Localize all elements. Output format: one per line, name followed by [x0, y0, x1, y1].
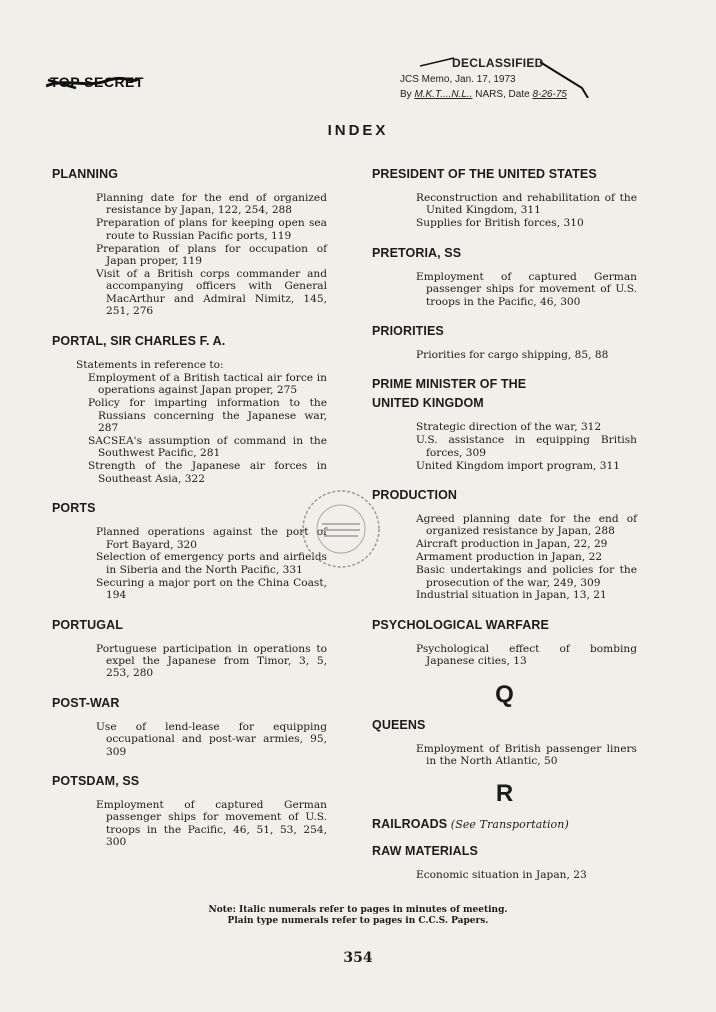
index-entry: Armament production in Japan, 22 — [416, 551, 603, 564]
index-entry: Psychological effect of bombing Japanese cities, 13 — [416, 642, 637, 668]
index-entry: Planning date for the end of organized resistance by Japan, 122, 254, 288 — [96, 192, 327, 217]
index-entry: U.S. assistance in equipping British forces, 309 — [416, 434, 637, 459]
index-entry: Agreed planning date for the end of organized resistance by Japan, 288 — [416, 512, 637, 538]
heading-portal: PORTAL, SIR CHARLES F. A. — [52, 333, 226, 348]
section-queens — [372, 716, 637, 768]
heading-pretoria: PRETORIA, SS — [372, 245, 462, 260]
cross-reference: (See Transportation) — [450, 818, 569, 832]
page-number: 354 — [343, 950, 373, 966]
section-pretoria — [372, 244, 637, 308]
index-entry: Portuguese participation in operations to expel the Japanese from Timor, 3, 5, 253, 280 — [96, 642, 327, 680]
index-entry: Aircraft production in Japan, 22, 29 — [416, 538, 608, 551]
heading-line: PRIME MINISTER OF THE — [372, 377, 527, 392]
heading-psychological-warfare: PSYCHOLOGICAL WARFARE — [372, 617, 549, 632]
index-entry: Employment of captured German passenger ships for movement of U.S. troops in the Pacific, 46, 51, 53, 254, 300 — [96, 799, 327, 849]
heading-queens: QUEENS — [372, 717, 426, 732]
archive-seal-icon — [300, 488, 382, 570]
section-prime-minister — [372, 375, 637, 472]
index-entry: Employment of captured German passenger ships for movement of U.S. troops in the Pacific, 46, 300 — [416, 270, 637, 308]
heading-prime-minister — [372, 375, 637, 413]
section-priorities — [372, 322, 637, 361]
section-portugal — [52, 616, 327, 680]
section-psychological-warfare — [372, 616, 637, 668]
section-postwar — [52, 694, 327, 758]
letter-divider-r: R — [495, 780, 514, 808]
index-entry: Planned operations against the port of Fort Bayard, 320 — [96, 526, 327, 551]
heading-raw-materials: RAW MATERIALS — [372, 844, 478, 859]
index-entry: Securing a major port on the China Coast, 194 — [96, 576, 327, 602]
section-railroads — [372, 815, 637, 834]
footnote-line: Note: Italic numerals refer to pages in minutes of meeting. — [208, 905, 508, 915]
declass-by-label: By — [400, 89, 412, 100]
index-entry: Basic undertakings and policies for the prosecution of the war, 249, 309 — [416, 564, 637, 589]
index-subheading: Statements in reference to: — [76, 358, 224, 371]
heading-ports: PORTS — [52, 501, 96, 516]
section-raw-materials — [372, 842, 637, 881]
declass-memo: JCS Memo, Jan. 17, 1973 — [400, 74, 516, 85]
declass-title: DECLASSIFIED — [452, 56, 544, 70]
index-entry: Employment of British passenger liners in the North Atlantic, 50 — [416, 742, 637, 768]
declassified-stamp — [400, 56, 590, 100]
index-entry: Strength of the Japanese air forces in Southeast Asia, 322 — [88, 460, 327, 485]
index-entry: Supplies for British forces, 310 — [416, 217, 584, 230]
section-production — [372, 486, 637, 602]
left-column — [52, 165, 327, 863]
declass-nars: NARS, Date — [475, 89, 530, 100]
stamp-bracket-icon — [538, 58, 592, 98]
declass-date: 8-26-75 — [532, 89, 567, 100]
index-entry: Industrial situation in Japan, 13, 21 — [416, 589, 607, 602]
section-potsdam — [52, 772, 327, 849]
index-entry: SACSEA's assumption of command in the Southwest Pacific, 281 — [88, 435, 327, 460]
heading-planning: PLANNING — [52, 167, 119, 181]
footnote — [0, 905, 716, 927]
index-entry: United Kingdom import program, 311 — [416, 459, 620, 472]
index-entry: Use of lend-lease for equipping occupational and post-war armies, 95, 309 — [96, 720, 327, 758]
pen-stroke-icon — [420, 56, 456, 68]
heading-postwar: POST-WAR — [52, 695, 120, 710]
heading-line: UNITED KINGDOM — [372, 396, 484, 411]
right-column — [372, 165, 637, 896]
heading-president: PRESIDENT OF THE UNITED STATES — [372, 167, 597, 181]
heading-railroads — [372, 815, 637, 834]
section-portal — [52, 332, 327, 486]
heading-portugal: PORTUGAL — [52, 617, 123, 632]
index-entry: Priorities for cargo shipping, 85, 88 — [416, 348, 609, 361]
section-planning — [52, 165, 327, 318]
page-title: INDEX — [327, 122, 389, 139]
letter-divider-q: Q — [495, 680, 514, 708]
heading-production: PRODUCTION — [372, 487, 458, 502]
index-entry: Policy for imparting information to the Russians concerning the Japanese war, 287 — [88, 397, 327, 435]
index-entry: Reconstruction and rehabilitation of the United Kingdom, 311 — [416, 192, 637, 217]
declass-signature: M.K.T....N.L.. — [414, 89, 473, 100]
heading-priorities: PRIORITIES — [372, 323, 444, 338]
heading-potsdam: POTSDAM, SS — [52, 774, 140, 788]
index-entry: Strategic direction of the war, 312 — [416, 421, 602, 434]
index-entry: Selection of emergency ports and airfields in Siberia and the North Pacific, 331 — [96, 551, 327, 576]
footnote-line: Plain type numerals refer to pages in C.C.S. Papers. — [227, 916, 489, 926]
index-entry: Economic situation in Japan, 23 — [416, 869, 587, 882]
heading-text: RAILROADS — [372, 817, 448, 832]
classification-mark: TOP SECRET — [50, 74, 144, 90]
section-ports — [52, 499, 327, 601]
index-entry: Employment of a British tactical air force in operations against Japan proper, 275 — [88, 371, 327, 397]
index-entry: Preparation of plans for occupation of Japan proper, 119 — [96, 242, 327, 268]
strikethrough-mark-icon — [46, 74, 138, 92]
index-entry: Visit of a British corps commander and accompanying officers with General MacArthur and Admiral Nimitz, 145, 251, 276 — [96, 267, 327, 318]
index-entry: Preparation of plans for keeping open sea route to Russian Pacific ports, 119 — [96, 217, 327, 242]
section-president — [372, 165, 637, 230]
